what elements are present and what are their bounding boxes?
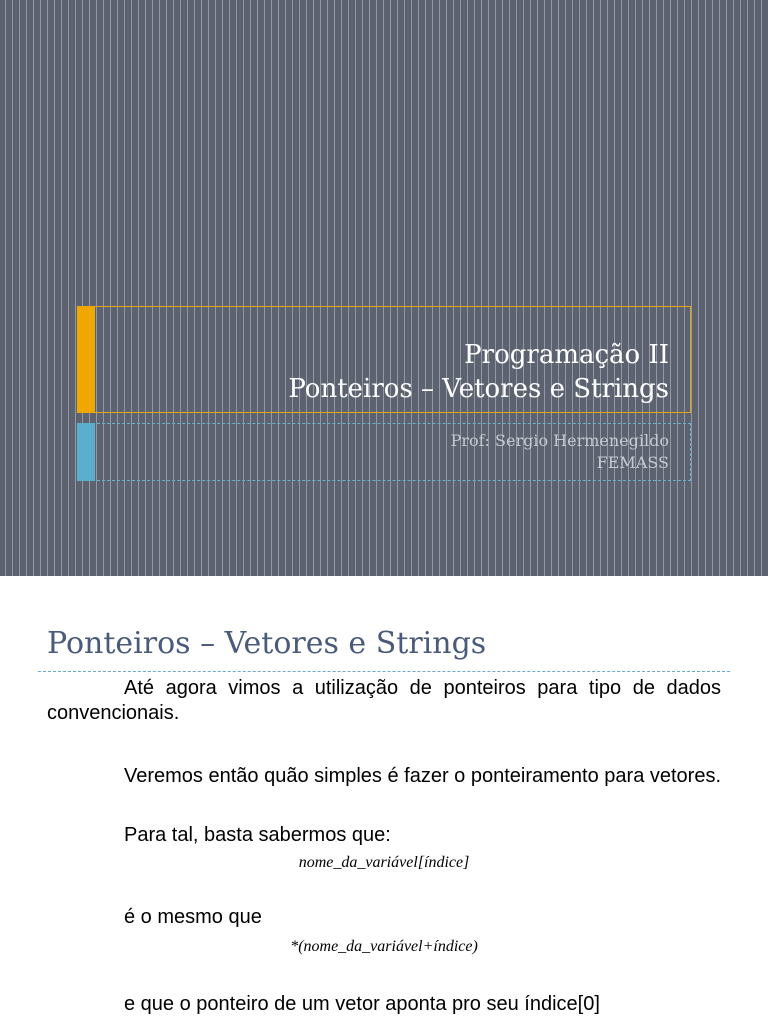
formula-index: nome_da_variável[índice]	[298, 854, 470, 871]
content-slide	[0, 576, 768, 1024]
title-line-1: Programação II	[464, 340, 669, 370]
heading-divider	[38, 671, 730, 672]
author-name: Prof: Sergio Hermenegildo	[450, 431, 669, 450]
paragraph-3: Para tal, basta sabermos que:	[124, 824, 391, 846]
slide-title	[288, 338, 669, 406]
title-line-2: Ponteiros – Vetores e Strings	[288, 374, 669, 404]
institution-name: FEMASS	[596, 453, 669, 472]
formula-pointer: *(nome_da_variável+índice)	[290, 938, 478, 955]
paragraph-5: e que o ponteiro de um vetor aponta pro seu índice[0]	[124, 993, 600, 1015]
title-accent-bar	[77, 306, 95, 413]
paragraph-4: é o mesmo que	[124, 906, 262, 928]
paragraph-2: Veremos então quão simples é fazer o ponteiramento para vetores.	[124, 765, 722, 787]
paragraph-1: Até agora vimos a utilização de ponteiros para tipo de dados convencionais.	[47, 677, 721, 724]
content-heading: Ponteiros – Vetores e Strings	[47, 626, 487, 661]
subtitle-accent-bar	[77, 423, 95, 481]
slide-subtitle	[451, 430, 669, 474]
